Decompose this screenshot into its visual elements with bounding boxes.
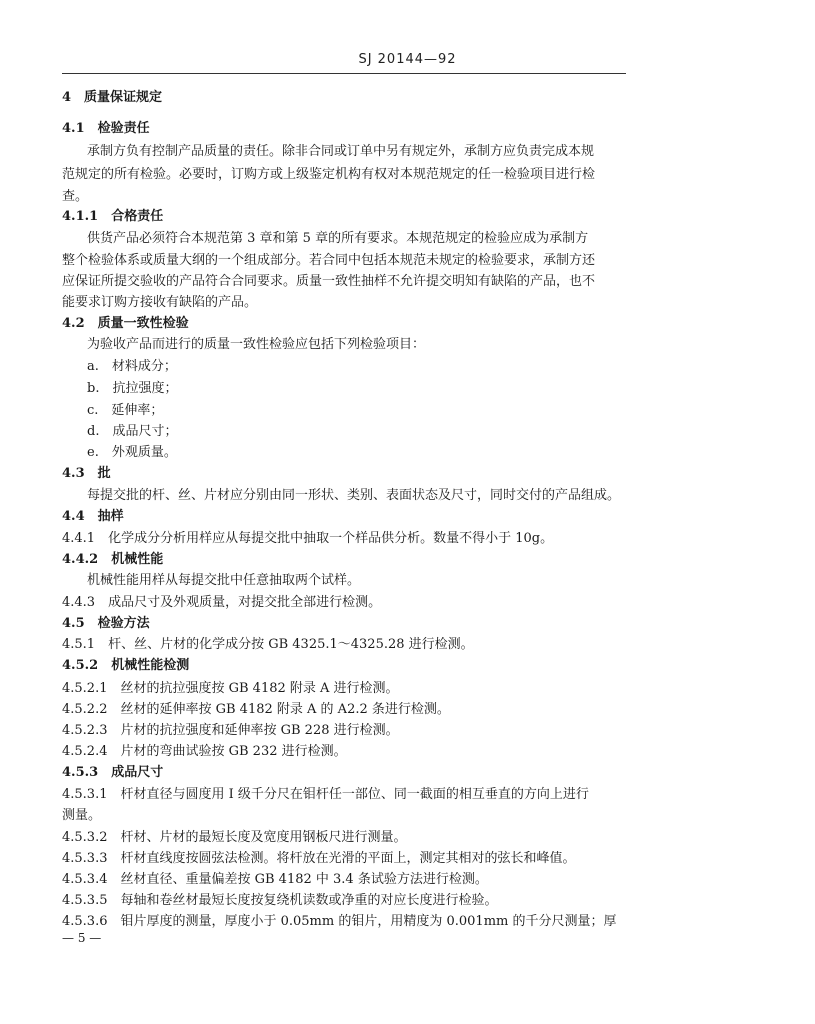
paragraph-line: 供货产品必须符合本规范第 3 章和第 5 章的所有要求。本规范规定的检验应成为承制方 [87,231,589,246]
paragraph-line: 查。 [62,189,89,204]
section-4-title: 4 质量保证规定 [62,90,163,105]
paragraph-line: 4.5.1 杆、丝、片材的化学成分按 GB 4325.1～4325.28 进行检测。 [62,637,474,652]
page-number: — 5 — [62,931,102,945]
paragraph-line: 4.5.3.5 每轴和卷丝材最短长度按复绕机读数或净重的对应长度进行检验。 [62,893,498,908]
paragraph-line: 4.5.2.4 片材的弯曲试验按 GB 232 进行检测。 [62,744,347,759]
section-4-1-title: 4.1 检验责任 [62,121,150,136]
list-item-a: a. 材料成分； [87,359,177,374]
header-standard-code: SJ 20144—92 [358,52,457,67]
section-4-5-title: 4.5 检验方法 [62,616,150,631]
paragraph-line: 4.5.3.4 丝材直径、重量偏差按 GB 4182 中 3.4 条试验方法进行检测。 [62,872,488,887]
paragraph-line: 整个检验体系或质量大纲的一个组成部分。若合同中包括本规范未规定的检验要求，承制方还 [62,253,596,268]
paragraph-line: 4.5.2.2 丝材的延伸率按 GB 4182 附录 A 的 A2.2 条进行检测。 [62,702,450,717]
list-item-b: b. 抗拉强度； [87,381,178,396]
section-4-2-title: 4.2 质量一致性检验 [62,316,189,331]
section-4-1-1-title: 4.1.1 合格责任 [62,209,164,224]
paragraph-line: 4.5.3.6 钼片厚度的测量，厚度小于 0.05mm 的钼片，用精度为 0.001mm 的千分尺测量；厚 [62,914,617,929]
section-4-4-title: 4.4 抽样 [62,509,124,524]
paragraph-line: 为验收产品而进行的质量一致性检验应包括下列检验项目： [87,337,426,352]
paragraph-line: 能要求订购方接收有缺陷的产品。 [62,295,258,310]
paragraph-line: 4.5.3.3 杆材直线度按圆弦法检测。将杆放在光滑的平面上，测定其相对的弦长和峰值。 [62,851,576,866]
paragraph-line: 每提交批的杆、丝、片材应分别由同一形状、类别、表面状态及尺寸，同时交付的产品组成。 [87,488,621,503]
paragraph-line: 4.4.3 成品尺寸及外观质量，对提交批全部进行检测。 [62,595,382,610]
paragraph-line: 4.5.2.1 丝材的抗拉强度按 GB 4182 附录 A 进行检测。 [62,681,399,696]
paragraph-line: 4.4.1 化学成分分析用样应从每提交批中抽取一个样品供分析。数量不得小于 10g。 [62,531,554,546]
paragraph-line: 范规定的所有检验。必要时，订购方或上级鉴定机构有权对本规范规定的任一检验项目进行检 [62,167,596,182]
paragraph-line: 承制方负有控制产品质量的责任。除非合同或订单中另有规定外，承制方应负责完成本规 [87,144,595,159]
list-item-e: e. 外观质量。 [87,445,177,460]
paragraph-line: 4.5.2.3 片材的抗拉强度和延伸率按 GB 228 进行检测。 [62,723,399,738]
section-4-3-title: 4.3 批 [62,466,111,481]
section-4-4-2-title: 4.4.2 机械性能 [62,552,164,567]
header-rule [62,73,626,74]
paragraph-line: 测量。 [62,808,102,823]
paragraph-line: 机械性能用样从每提交批中任意抽取两个试样。 [87,573,361,588]
paragraph-line: 4.5.3.1 杆材直径与圆度用 I 级千分尺在钼杆任一部位、同一截面的相互垂直的方向上进行 [62,787,589,802]
paragraph-line: 4.5.3.2 杆材、片材的最短长度及宽度用钢板尺进行测量。 [62,830,407,845]
section-4-5-3-title: 4.5.3 成品尺寸 [62,765,164,780]
section-4-5-2-title: 4.5.2 机械性能检测 [62,658,190,673]
list-item-c: c. 延伸率； [87,403,164,418]
paragraph-line: 应保证所提交验收的产品符合合同要求。质量一致性抽样不允许提交明知有缺陷的产品，也不 [62,274,596,289]
list-item-d: d. 成品尺寸； [87,424,178,439]
